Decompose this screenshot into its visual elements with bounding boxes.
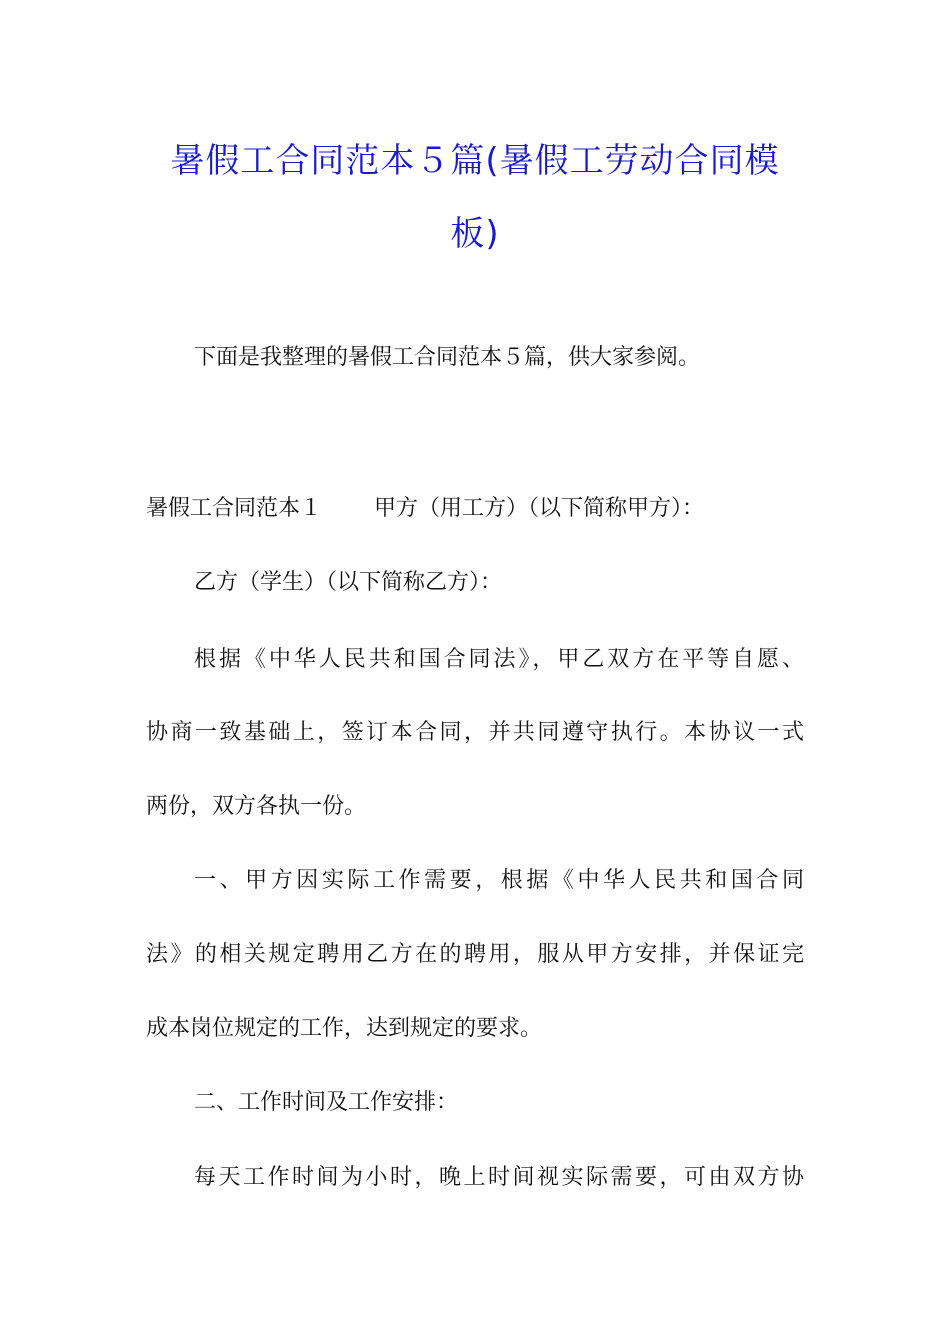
paragraph-2-line-1: 一、甲方因实际工作需要，根据《中华人民共和国合同	[194, 868, 804, 893]
party-b-label: 乙方（学生）（以下简称乙方）：	[194, 570, 503, 595]
intro-paragraph: 下面是我整理的暑假工合同范本５篇，供大家参阅。	[194, 345, 701, 370]
party-a-label: 甲方（用工方）（以下简称甲方）：	[374, 496, 705, 521]
section-label: 暑假工合同范本１	[146, 496, 323, 521]
document-title-line-2: 板)	[450, 214, 500, 254]
document-title-line-1: 暑假工合同范本５篇(暑假工劳动合同模	[170, 141, 780, 181]
paragraph-1-line-3: 两份，双方各执一份。	[146, 794, 367, 819]
section-2-heading: 二、工作时间及工作安排：	[194, 1090, 459, 1115]
paragraph-2-line-2: 法》的相关规定聘用乙方在的聘用，服从甲方安排，并保证完	[146, 942, 804, 967]
section-heading-line	[146, 494, 704, 524]
paragraph-1-line-2: 协商一致基础上，签订本合同，并共同遵守执行。本协议一式	[146, 720, 804, 745]
paragraph-1-line-1: 根据《中华人民共和国合同法》，甲乙双方在平等自愿、	[194, 647, 804, 672]
paragraph-2-line-3: 成本岗位规定的工作，达到规定的要求。	[146, 1016, 543, 1041]
paragraph-4-line-1: 每天工作时间为小时，晚上时间视实际需要，可由双方协	[194, 1165, 804, 1190]
